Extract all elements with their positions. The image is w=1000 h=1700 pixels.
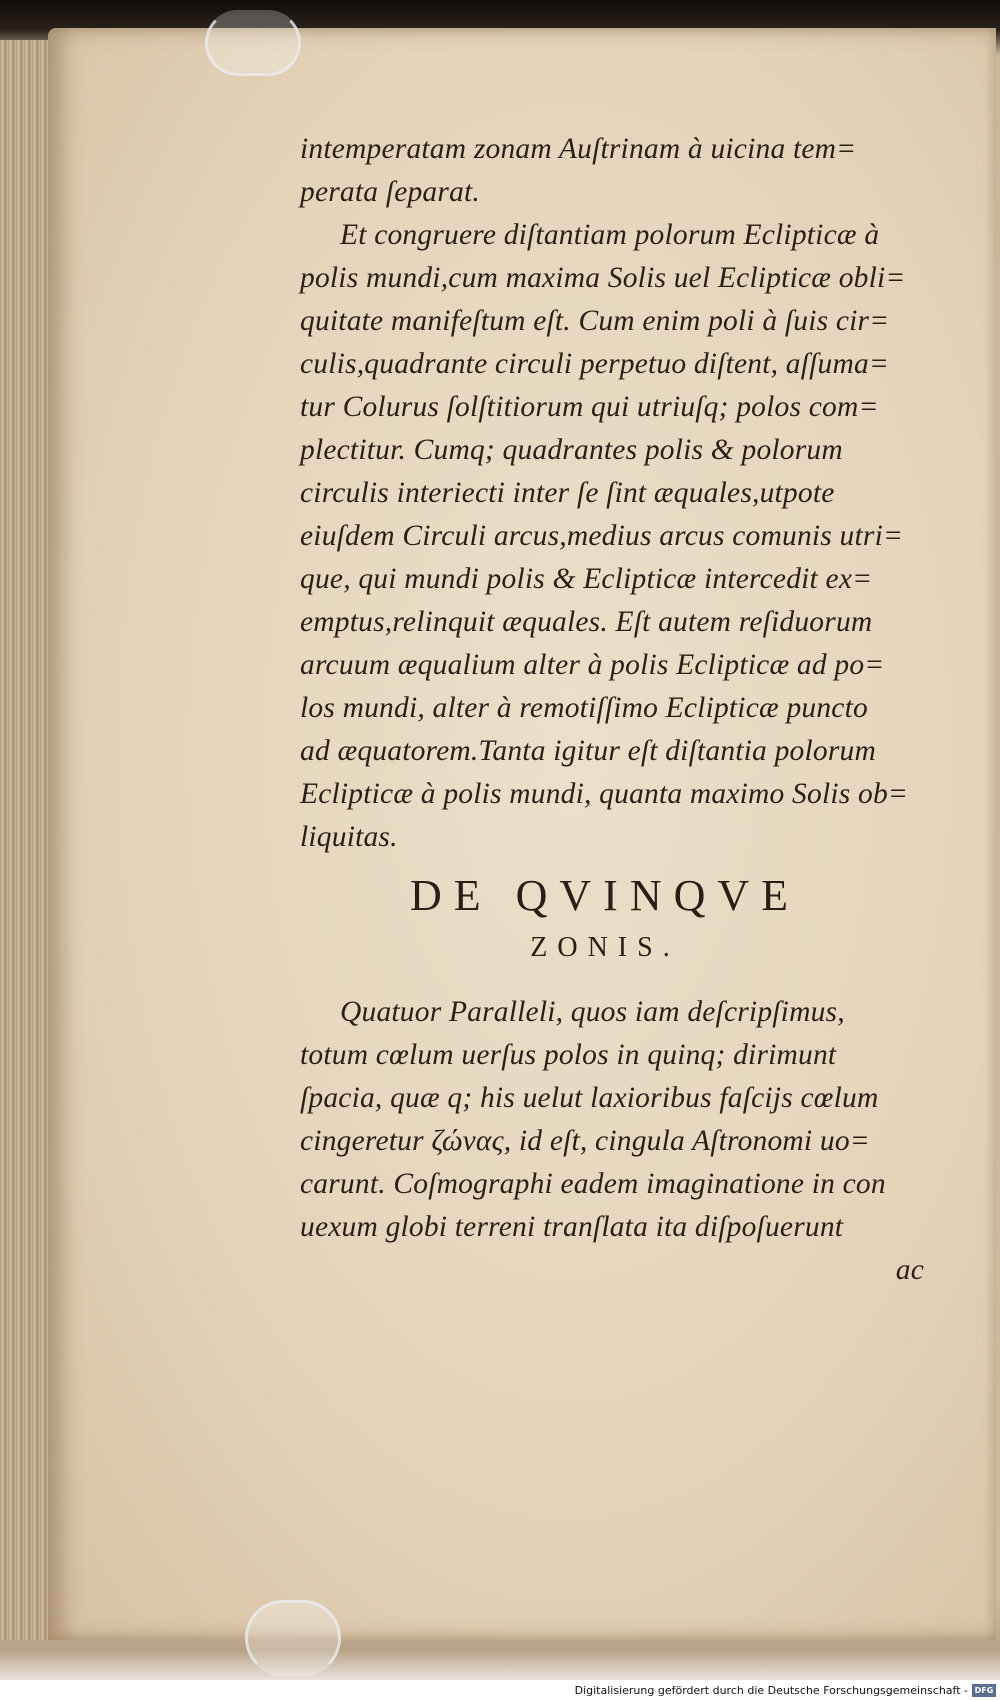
page-clip-bottom [245,1600,341,1676]
catchword: ac [895,1254,924,1286]
text-line: liquitas. [300,821,398,853]
section-heading: DE QVINQVE [409,871,801,920]
section-heading-subline: ZONIS. [530,932,680,963]
text-line: intemperatam zonam Auſtrinam à uicina tem= [300,133,857,165]
text-line: perata ſeparat. [300,176,480,208]
text-line: circulis interiecti inter ſe ſint æquales,utpote [300,477,835,509]
text-line: eiuſdem Circuli arcus,medius arcus comunis utri= [300,520,904,552]
text-line: ſpacia, quæ q; his uelut laxioribus faſcijs cœlum [300,1082,879,1114]
page-text [300,128,930,1292]
text-line: Quatuor Paralleli, quos iam deſcripſimus, [340,996,845,1028]
text-line: emptus,relinquit æquales. Eſt autem reſiduorum [300,606,873,638]
text-line: que, qui mundi polis & Eclipticæ intercedit ex= [300,563,873,595]
text-line: los mundi, alter à remotiſſimo Eclipticæ puncto [300,692,868,724]
footer-credit: Digitalisierung gefördert durch die Deutsche Forschungsgemeinschaft - [574,1684,968,1697]
text-line: plectitur. Cumq; quadrantes polis & polorum [300,434,843,466]
text-line: uexum globi terreni tranſlata ita diſpoſuerunt [300,1211,844,1243]
text-line: carunt. Coſmographi eadem imaginatione in con [300,1168,886,1200]
text-line: ad æquatorem.Tanta igitur eſt diſtantia polorum [300,735,876,767]
text-line: tur Colurus ſolſtitiorum qui utriuſq; polos com= [300,391,879,423]
digitization-footer [0,1680,1000,1700]
text-line: totum cœlum uerſus polos in quinq; dirimunt [300,1039,837,1071]
page-clip-top [205,10,301,76]
text-line: culis,quadrante circuli perpetuo diſtent, aſſuma= [300,348,890,380]
text-line: quitate manifeſtum eſt. Cum enim poli à ſuis cir= [300,305,890,337]
text-line: Eclipticæ à polis mundi, quanta maximo Solis ob= [300,778,909,810]
text-line: Et congruere diſtantiam polorum Eclipticæ à [340,219,880,251]
text-line: cingeretur ζώνας, id eſt, cingula Aſtronomi uo= [300,1125,870,1157]
text-line: polis mundi,cum maxima Solis uel Eclipticæ obli= [300,262,906,294]
text-line: arcuum æqualium alter à polis Eclipticæ ad po= [300,649,885,681]
dfg-logo: DFG [972,1684,996,1697]
